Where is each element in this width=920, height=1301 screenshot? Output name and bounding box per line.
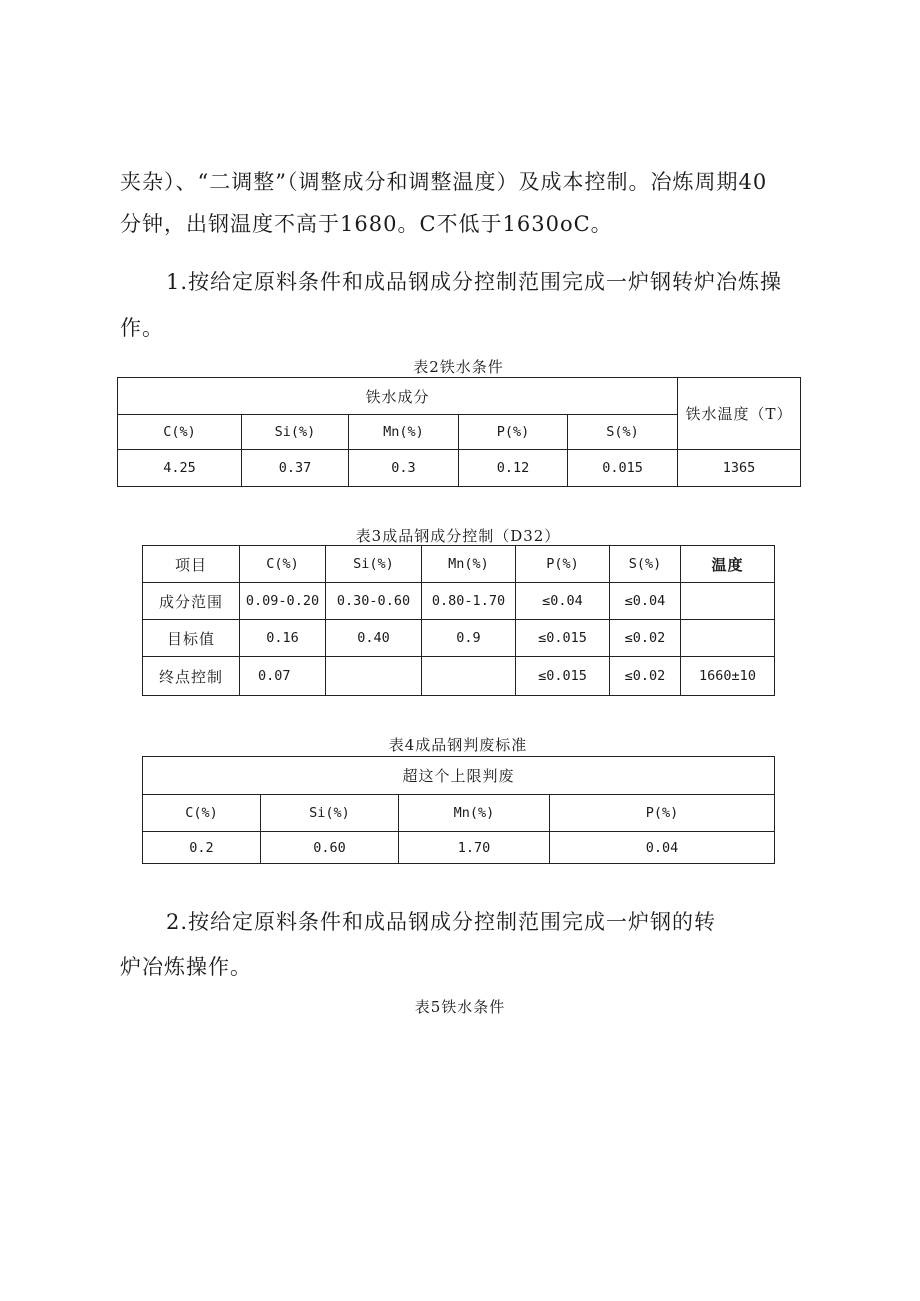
table3-cell: 0.16 bbox=[240, 620, 326, 657]
table4-col-mn: Mn(%) bbox=[399, 795, 550, 832]
table3-row-label: 成分范围 bbox=[143, 583, 240, 620]
table3-cell bbox=[326, 657, 422, 696]
table2-val-mn: 0.3 bbox=[349, 450, 459, 487]
table3-cell: 0.9 bbox=[422, 620, 516, 657]
table2-iron-conditions bbox=[117, 377, 801, 487]
table2-group-header: 铁水成分 bbox=[118, 378, 678, 415]
table4-col-c: C(%) bbox=[143, 795, 261, 832]
table4-col-p: P(%) bbox=[550, 795, 775, 832]
table2-val-c: 4.25 bbox=[118, 450, 242, 487]
table2-val-p: 0.12 bbox=[459, 450, 568, 487]
table2-caption: 表2铁水条件 bbox=[413, 358, 504, 376]
table3-header-s: S(%) bbox=[610, 546, 681, 583]
table3-cell: 0.40 bbox=[326, 620, 422, 657]
table4-caption: 表4成品钢判废标准 bbox=[388, 736, 528, 754]
table3-header-item: 项目 bbox=[143, 546, 240, 583]
table3-cell bbox=[681, 620, 775, 657]
table3-steel-composition bbox=[142, 545, 775, 696]
table4-val-si: 0.60 bbox=[261, 832, 399, 864]
table3-cell: 0.09-0.20 bbox=[240, 583, 326, 620]
intro-line-1: 夹杂）、“二调整”（调整成分和调整温度）及成本控制。冶炼周期40 bbox=[120, 170, 768, 194]
table3-header-mn: Mn(%) bbox=[422, 546, 516, 583]
table3-header-c: C(%) bbox=[240, 546, 326, 583]
table3-caption: 表3成品钢成分控制（D32） bbox=[355, 527, 561, 545]
table4-scrap-criteria bbox=[142, 756, 775, 864]
table3-cell: ≤0.02 bbox=[610, 620, 681, 657]
table3-cell: ≤0.015 bbox=[516, 620, 610, 657]
table2-val-s: 0.015 bbox=[568, 450, 678, 487]
table2-col-c: C(%) bbox=[118, 415, 242, 450]
table-row bbox=[143, 583, 775, 620]
table3-cell: 1660±10 bbox=[681, 657, 775, 696]
table2-col-si: Si(%) bbox=[242, 415, 349, 450]
table3-cell: 0.30-0.60 bbox=[326, 583, 422, 620]
table4-col-si: Si(%) bbox=[261, 795, 399, 832]
table3-cell bbox=[681, 583, 775, 620]
table3-cell: ≤0.015 bbox=[516, 657, 610, 696]
table3-cell: ≤0.02 bbox=[610, 657, 681, 696]
table5-caption: 表5铁水条件 bbox=[414, 998, 506, 1016]
table2-val-si: 0.37 bbox=[242, 450, 349, 487]
table3-cell: 0.07 bbox=[240, 657, 326, 696]
table4-val-c: 0.2 bbox=[143, 832, 261, 864]
table4-val-p: 0.04 bbox=[550, 832, 775, 864]
table4-val-mn: 1.70 bbox=[399, 832, 550, 864]
table2-col-p: P(%) bbox=[459, 415, 568, 450]
table3-row-label: 目标值 bbox=[143, 620, 240, 657]
table2-temp-header: 铁水温度（T） bbox=[678, 378, 801, 450]
table3-header-si: Si(%) bbox=[326, 546, 422, 583]
intro-line-2: 分钟，出钢温度不高于1680。C不低于1630oC。 bbox=[120, 212, 613, 236]
table3-cell: 0.80-1.70 bbox=[422, 583, 516, 620]
table3-header-p: P(%) bbox=[516, 546, 610, 583]
task1-line-2: 作。 bbox=[120, 316, 164, 340]
table2-col-s: S(%) bbox=[568, 415, 678, 450]
table-row bbox=[143, 620, 775, 657]
table2-val-temp: 1365 bbox=[678, 450, 801, 487]
table3-cell bbox=[422, 657, 516, 696]
table2-col-mn: Mn(%) bbox=[349, 415, 459, 450]
task2-line-1: 2.按给定原料条件和成品钢成分控制范围完成一炉钢的转 bbox=[166, 910, 717, 934]
task1-line-1: 1.按给定原料条件和成品钢成分控制范围完成一炉钢转炉冶炼操 bbox=[166, 270, 783, 294]
table3-header-temp: 温度 bbox=[681, 546, 775, 583]
task2-line-2: 炉冶炼操作。 bbox=[120, 955, 252, 979]
table-row bbox=[143, 657, 775, 696]
table3-cell: ≤0.04 bbox=[516, 583, 610, 620]
table3-row-label: 终点控制 bbox=[143, 657, 240, 696]
table4-group-header: 超这个上限判废 bbox=[143, 757, 775, 795]
table3-cell: ≤0.04 bbox=[610, 583, 681, 620]
